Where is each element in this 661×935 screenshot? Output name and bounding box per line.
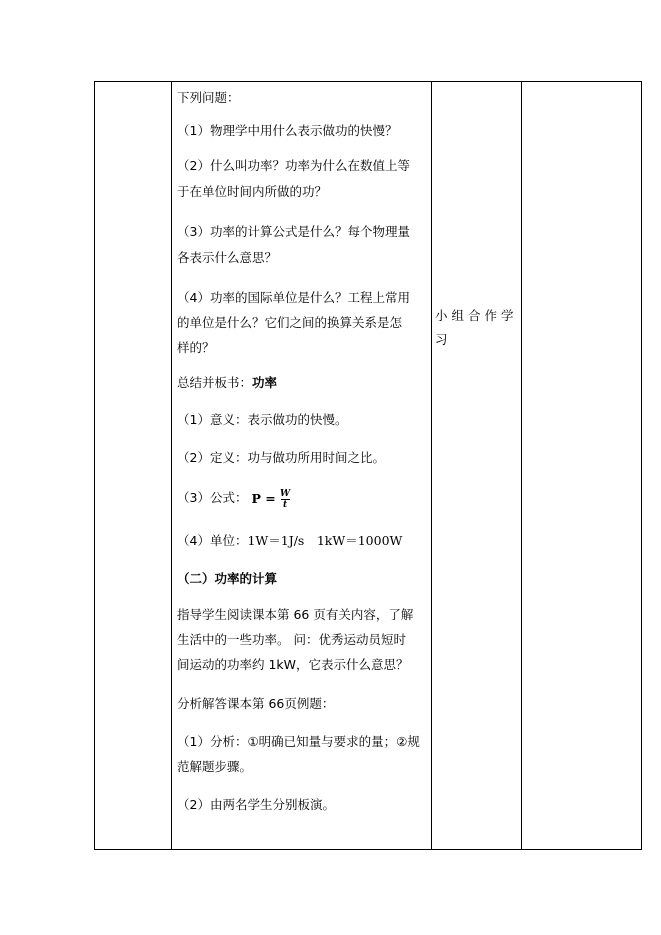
question-4-line-3: 样的？ [177,340,215,355]
board-demo: （2）由两名学生分别板演。 [177,797,335,812]
question-4-line-2: 的单位是什么？它们之间的换算关系是怎 [177,315,403,330]
units-label: （4）单位： [177,533,248,548]
column-divider-3 [521,82,522,849]
question-1: （1）物理学中用什么表示做功的快慢？ [177,123,398,138]
reading-guide-line-1: 指导学生阅读课本第 66 页有关内容，了解 [177,607,414,622]
summary-meaning: （1）意义：表示做功的快慢。 [177,412,348,427]
column-divider-1 [171,82,172,849]
question-2-line-1: （2）什么叫功率？功率为什么在数值上等 [177,158,410,173]
example-intro: 分析解答课本第 66页例题： [177,696,335,711]
learning-method-cell [435,304,519,352]
formula-numerator: W [280,488,291,499]
method-line-1: 小组合作学 [435,308,518,323]
summary-definition: （2）定义：功与做功所用时间之比。 [177,450,385,465]
reading-guide-line-3: 间运动的功率约 1kW，它表示什么意思？ [177,657,409,672]
section-2-title: （二）功率的计算 [177,571,278,586]
reading-guide-line-2: 生活中的一些功率。 问：优秀运动员短时 [177,632,406,647]
intro-text: 下列问题： [177,90,240,105]
method-line-2: 习 [435,332,452,347]
summary-units [177,529,429,553]
summary-prefix: 总结并板书： [177,375,253,390]
analysis-line-1: （1）分析：①明确已知量与要求的量；②规 [177,734,420,749]
question-4-line-1: （4）功率的国际单位是什么？工程上常用 [177,290,410,305]
question-3-line-1: （3）功率的计算公式是什么？每个物理量 [177,224,410,239]
summary-title: 功率 [252,375,278,390]
formula-fraction [280,489,290,510]
formula-lhs: P = [251,490,276,506]
question-3-line-2: 各表示什么意思？ [177,250,278,265]
analysis-line-2: 范解题步骤。 [177,759,253,774]
summary-formula [177,486,429,511]
units-values: 1W＝1J/s 1kW＝1000W [247,533,403,548]
column-divider-2 [431,82,432,849]
lesson-table [94,81,642,850]
formula-denominator: t [283,499,288,510]
power-formula [251,487,290,511]
question-2-line-2: 于在单位时间内所做的功？ [177,184,328,199]
formula-label: （3）公式： [177,490,248,505]
summary-heading [177,371,429,395]
